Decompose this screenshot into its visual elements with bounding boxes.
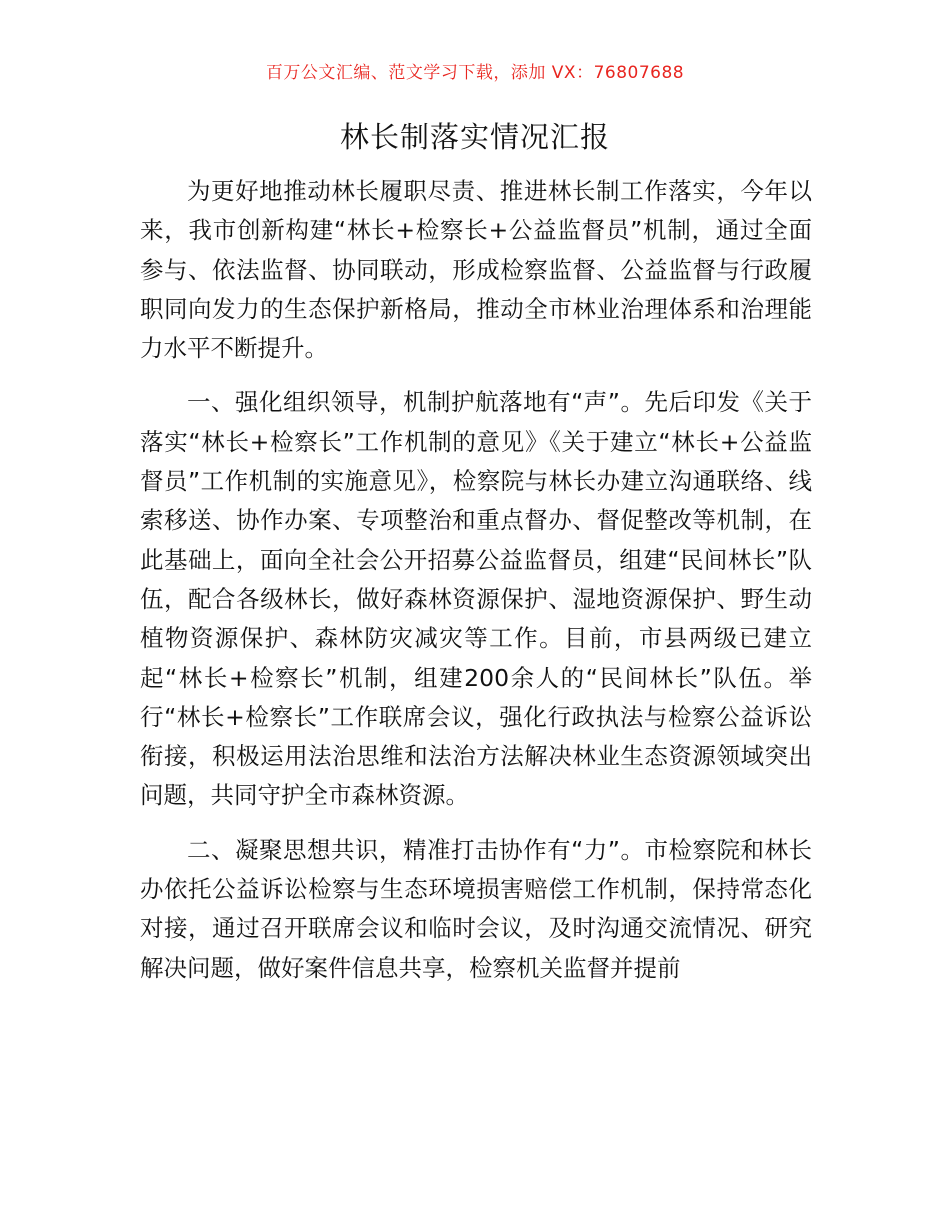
document-body bbox=[140, 172, 812, 1003]
paragraph-section-1: 一、强化组织领导，机制护航落地有“声”。先后印发《关于落实“林长+检察长”工作机制的意见》《关于建立“林长+公益监督员”工作机制的实施意见》，检察院与林长办建立沟通联络、线索移送、协作办案、专项整治和重点督办、督促整改等机制，在此基础上，面向全社会公开招募公益监督员，组建“民间林长”队伍，配合各级林长，做好森林资源保护、湿地资源保护、野生动植物资源保护、森林防灾减灾等工作。目前，市县两级已建立起“林长+检察长”机制，组建200余人的“民间林长”队伍。举行“林长+检察长”工作联席会议，强化行政执法与检察公益诉讼衔接，积极运用法治思维和法治方法解决林业生态资源领域突出问题，共同守护全市森林资源。 bbox=[140, 388, 812, 810]
document-title: 林长制落实情况汇报 bbox=[339, 120, 610, 154]
paragraph-intro: 为更好地推动林长履职尽责、推进林长制工作落实，今年以来，我市创新构建“林长+检察长+公益监督员”机制，通过全面参与、依法监督、协同联动，形成检察监督、公益监督与行政履职同向发力的生态保护新格局，推动全市林业治理体系和治理能力水平不断提升。 bbox=[140, 177, 812, 363]
paragraph-section-2: 二、凝聚思想共识，精准打击协作有“力”。市检察院和林长办依托公益诉讼检察与生态环境损害赔偿工作机制，保持常态化对接，通过召开联席会议和临时会议，及时沟通交流情况、研究解决问题，做好案件信息共享，检察机关监督并提前 bbox=[140, 835, 812, 982]
header-promo-note: 百万公文汇编、范文学习下载，添加 VX：76807688 bbox=[265, 63, 685, 83]
